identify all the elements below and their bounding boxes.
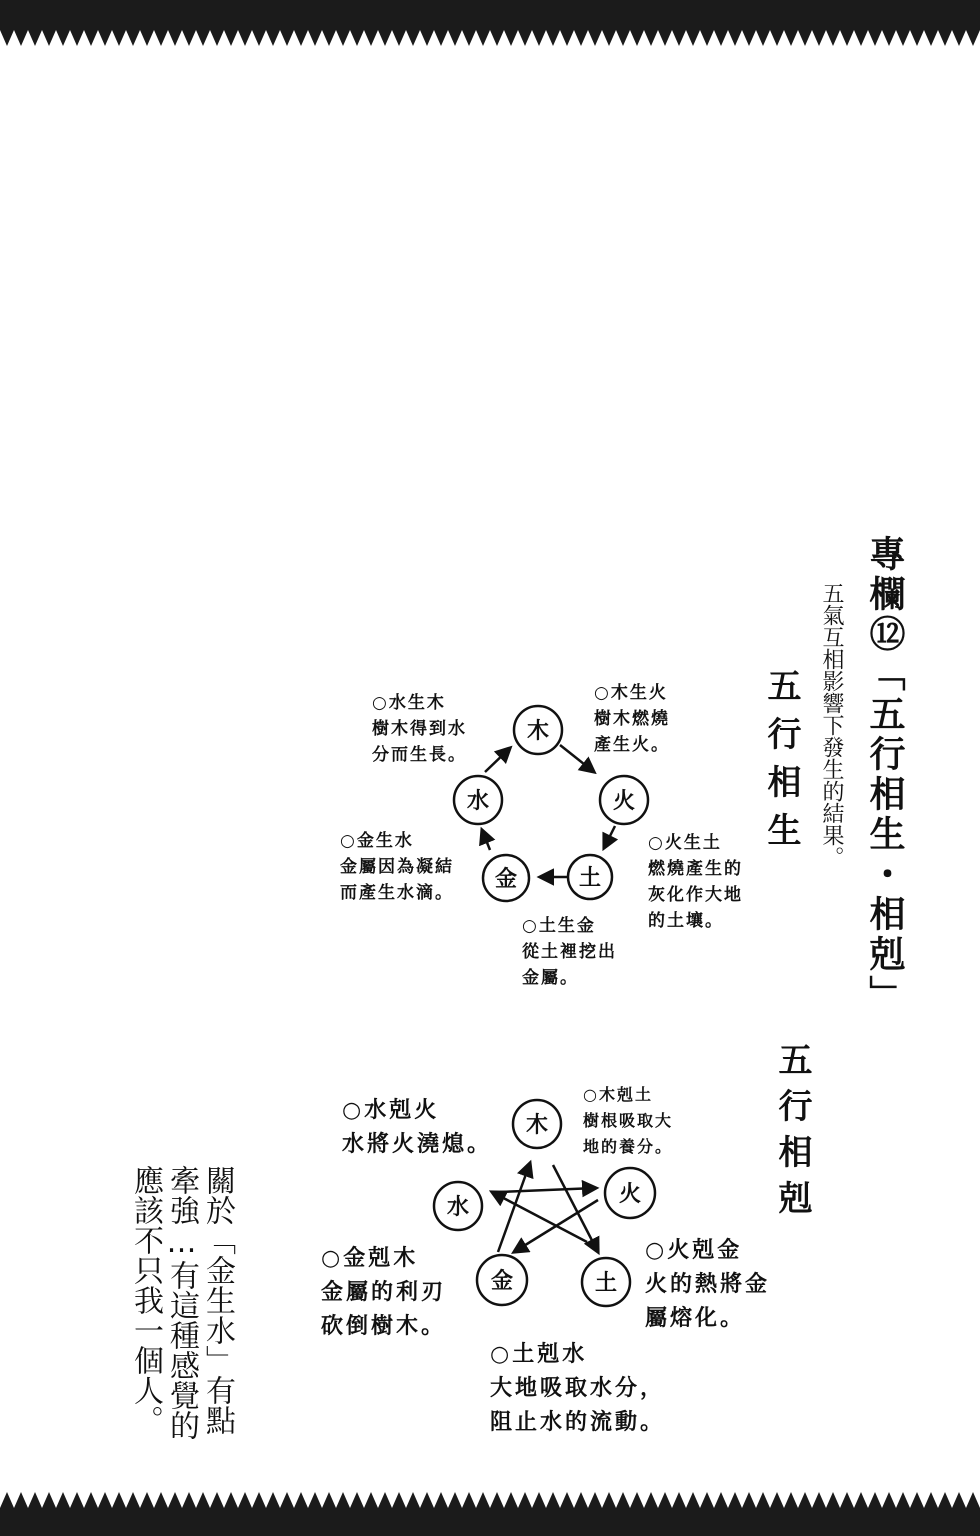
sheng-label-huo: 火 (612, 789, 636, 814)
note-mu-ke-tu: ○木剋土 樹根吸取大 地的養分。 (583, 1085, 674, 1156)
comment-line-2: 牽強…有這種感覺的 (164, 1165, 199, 1440)
author-comment (127, 1165, 235, 1465)
sheng-label-jin: 金 (494, 867, 518, 892)
ke-label-mu: 木 (525, 1113, 549, 1138)
ke-arrows (492, 1163, 598, 1252)
column-subtitle: 五氣互相影響下發生的結果。 (819, 582, 844, 868)
note-jin-ke-mu: ○金剋木 金屬的利刃 砍倒樹木。 (321, 1246, 447, 1339)
sheng-arrow-huo-tu (604, 826, 615, 848)
ke-section-title: 五行相剋 (772, 1042, 812, 1226)
ke-label-jin: 金 (490, 1269, 514, 1294)
sheng-arrow-shui-mu (485, 748, 510, 772)
sheng-section-title: 五行相生 (761, 668, 801, 860)
ke-label-huo: 火 (618, 1182, 642, 1207)
note-huo-sheng-tu: ○火生土 燃燒產生的 灰化作大地 的土壤。 (648, 833, 743, 931)
sheng-label-shui: 水 (466, 789, 490, 814)
column-title: 專欄⑫「五行相生・相剋」 (864, 535, 906, 1015)
ke-arrow-mu-tu (553, 1165, 598, 1252)
note-mu-sheng-huo: ○木生火 樹木燃燒 產生火。 (594, 683, 670, 755)
note-tu-sheng-jin: ○土生金 從土裡挖出 金屬。 (522, 916, 617, 988)
ke-label-shui: 水 (446, 1195, 470, 1220)
ke-arrow-shui-huo (500, 1188, 596, 1192)
note-shui-ke-huo: ○水剋火 水將火澆熄。 (342, 1098, 493, 1157)
comment-line-3: 應該不只我一個人。 (128, 1165, 163, 1435)
sheng-label-tu: 土 (578, 866, 602, 891)
note-huo-ke-jin: ○火剋金 火的熱將金 屬熔化。 (645, 1238, 771, 1331)
note-tu-ke-shui: ○土剋水 大地吸取水分， 阻止水的流動。 (490, 1342, 666, 1435)
comment-line-1: 關於「金生水」有點 (200, 1165, 235, 1435)
ke-arrow-jin-mu (498, 1163, 530, 1252)
ke-label-tu: 土 (594, 1271, 618, 1296)
sheng-label-mu: 木 (526, 719, 550, 744)
note-shui-sheng-mu: ○水生木 樹木得到水 分而生長。 (372, 693, 467, 765)
sheng-arrow-mu-huo (560, 745, 594, 772)
note-jin-sheng-shui: ○金生水 金屬因為凝結 而產生水滴。 (340, 831, 454, 903)
sheng-arrow-jin-shui (482, 830, 490, 850)
